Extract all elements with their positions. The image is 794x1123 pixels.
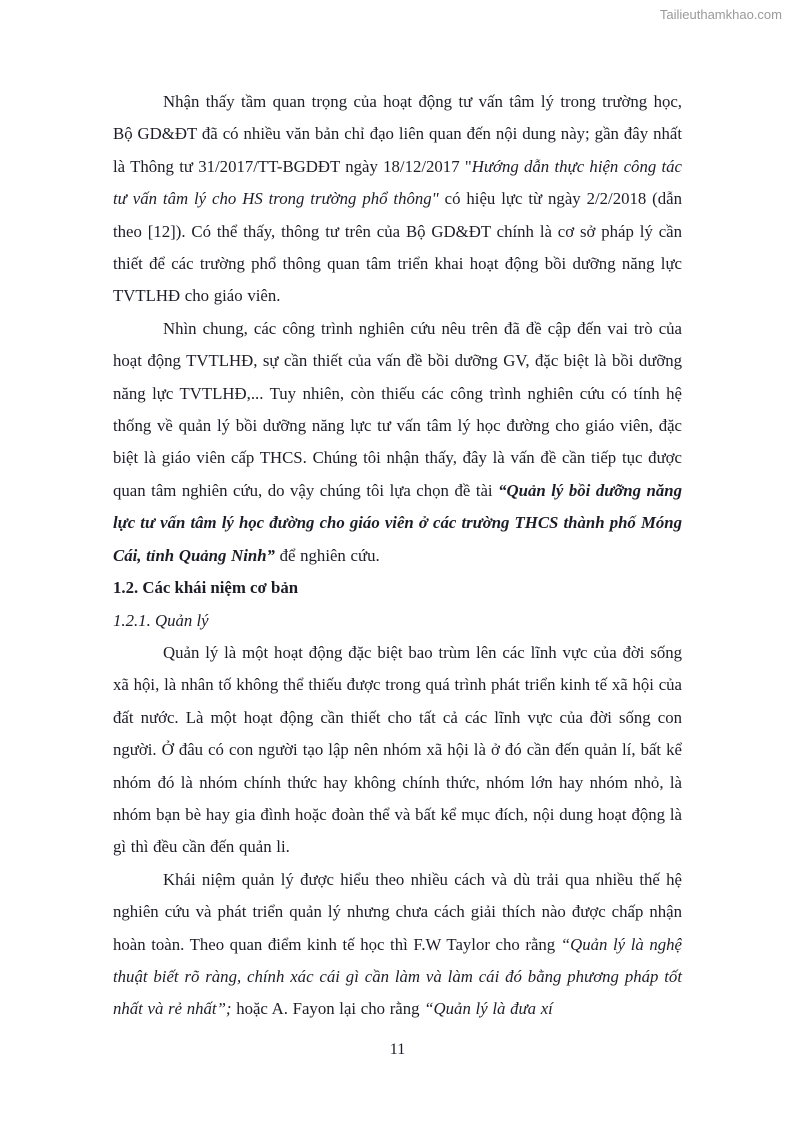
text-run-italic: “Quản lý là nghệ thuật biết rõ ràng, chính xác cái gì cần làm và làm cái đó bằng phương pháp tốt nhất và rẻ nhất”; — [113, 934, 682, 1019]
section-heading-1-2: 1.2. Các khái niệm cơ bản — [113, 578, 299, 598]
watermark: Tailieuthamkhao.com — [659, 7, 782, 22]
text-run-italic: “Quản lý là đưa xí — [424, 999, 553, 1019]
text-run-bold-italic: “Quản lý bồi dưỡng năng lực tư vấn tâm lý học đường cho giáo viên ở các trường THCS thành phố Móng Cái, tỉnh Quảng Ninh” — [113, 480, 683, 565]
text-run: có hiệu lực từ ngày 2/2/2018 (dẫn theo [12]). Có thể thấy, thông tư trên của Bộ GD&ĐT chính là cơ sở pháp lý cần thiết để các trường phổ thông quan tâm triển khai hoạt động bồi dưỡng năng lực TVTLHĐ cho giáo viên. — [113, 189, 683, 306]
text-run: Quản lý là một hoạt động đặc biệt bao trùm lên các lĩnh vực của đời sống xã hội, là nhân tố không thể thiếu được trong quá trình phát triển kinh tế xã hội của đất nước. Là một hoạt động cần thiết cho tất cả các lĩnh vực của đời sống con người. Ở đâu có con người tạo lập nên nhóm xã hội là ở đó cần đến quản lí, bất kể nhóm đó là nhóm chính thức hay không chính thức, nhóm lớn hay nhóm nhỏ, là nhóm bạn bè hay gia đình hoặc đoàn thể và bất kể mục đích, nội dung hoạt động là gì thì đều cần đến quản li. — [113, 642, 682, 857]
text-run: hoặc A. Fayon lại cho rằng — [231, 999, 425, 1019]
paragraph-research-topic — [113, 313, 682, 572]
text-run: Nhận thấy tầm quan trọng của hoạt động tư vấn tâm lý trong trường học, Bộ GD&ĐT đã có nhiều văn bản chỉ đạo liên quan đến nội dung này; gần đây nhất là Thông tư 31/2017/TT-BGDĐT ngày 18/12/2017 " — [113, 92, 682, 176]
page-content — [113, 86, 682, 1026]
text-run: Khái niệm quản lý được hiểu theo nhiều cách và dù trải qua nhiều thế hệ nghiên cứu và phát triển quản lý nhưng chưa cách giải thích nào được chấp nhận hoàn toàn. Theo quan điểm kinh tế học thì F.W Taylor cho rằng — [113, 869, 682, 954]
text-run-italic: Hướng dẫn thực hiện công tác tư vấn tâm lý cho HS trong trường phổ thông" — [113, 156, 683, 209]
paragraph-management-definition — [113, 637, 682, 864]
paragraph-intro-circular — [113, 86, 682, 313]
subsection-heading-1-2-1: 1.2.1. Quản lý — [113, 610, 209, 630]
page-number: 11 — [389, 1041, 406, 1058]
paragraph-management-concepts — [113, 864, 682, 1026]
text-run: Nhìn chung, các công trình nghiên cứu nêu trên đã đề cập đến vai trò của hoạt động TVTLHĐ, sự cần thiết của vấn đề bồi dưỡng GV, đặc biệt là bồi dưỡng năng lực TVTLHĐ,... Tuy nhiên, còn thiếu các công trình nghiên cứu có tính hệ thống về quản lý bồi dưỡng năng lực tư vấn tâm lý học đường cho giáo viên, đặc biệt là giáo viên cấp THCS. Chúng tôi nhận thấy, đây là vấn đề cần tiếp tục được quan tâm nghiên cứu, do vậy chúng tôi lựa chọn đề tài — [113, 318, 682, 500]
text-run: để nghiên cứu. — [274, 545, 380, 565]
